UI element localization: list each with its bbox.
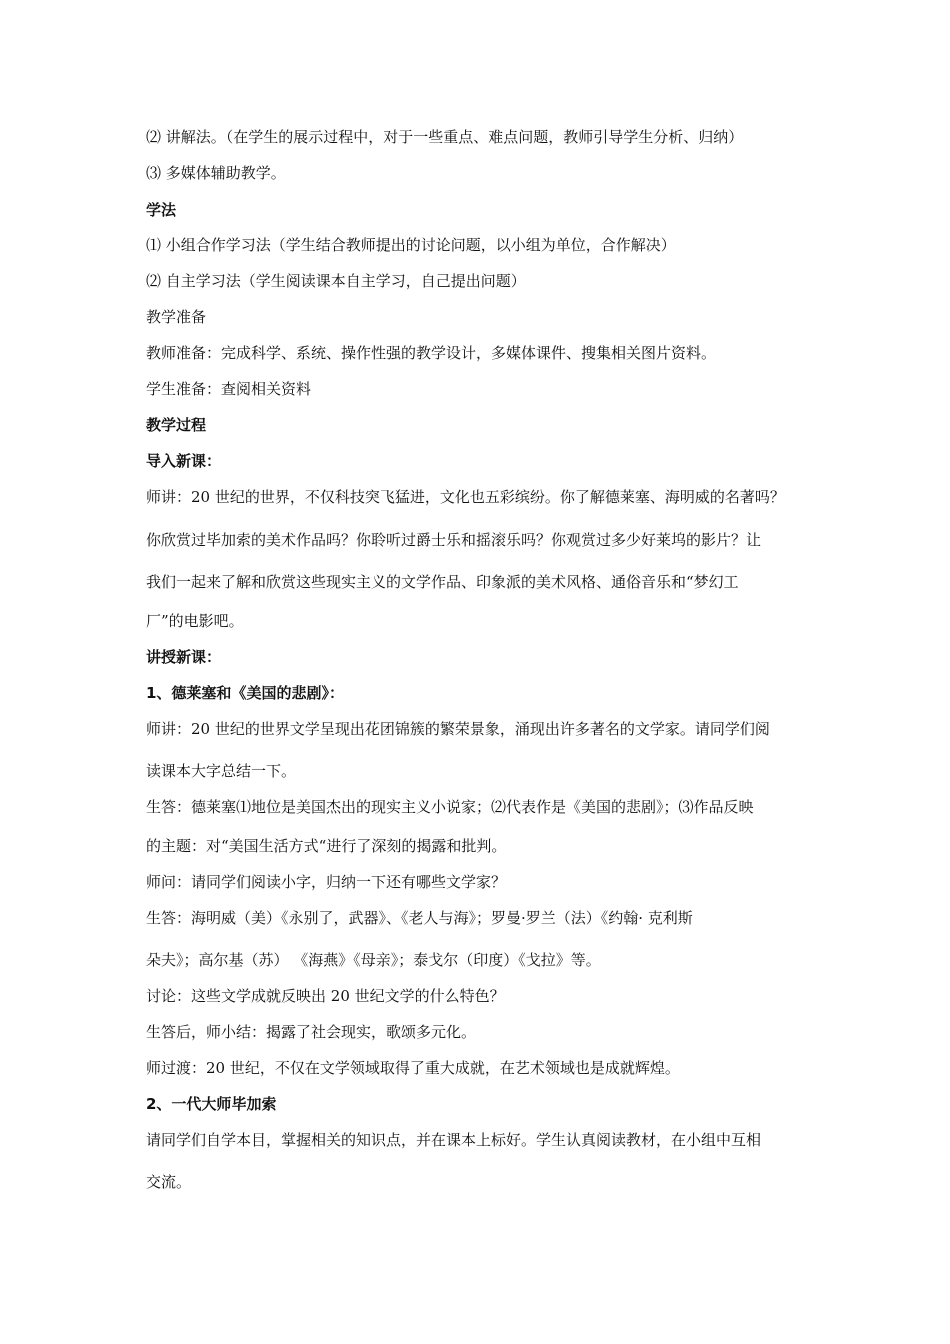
heading-section-2: 2、一代大师毕加索 xyxy=(146,1095,277,1113)
answer-writers-line-1: 生答：海明威（美）《永别了，武器》、《老人与海》；罗曼·罗兰（法）《约翰· 克利斯 xyxy=(146,909,693,927)
heading-new-lesson: 讲授新课： xyxy=(146,648,222,666)
transition-line: 师过渡：20 世纪，不仅在文学领域取得了重大成就，在艺术领域也是成就辉煌。 xyxy=(146,1059,680,1077)
study-method-group-line: ⑴ 小组合作学习法（学生结合教师提出的讨论问题，以小组为单位，合作解决） xyxy=(146,236,676,254)
intro-paragraph-line-3: 我们一起来了解和欣赏这些现实主义的文学作品、印象派的美术风格、通俗音乐和“梦幻工 xyxy=(146,573,739,591)
answer-dreiser-line-2: 的主题：对“美国生活方式“进行了深刻的揭露和批判。 xyxy=(146,837,507,855)
teacher-preparation-line: 教师准备：完成科学、系统、操作性强的教学设计，多媒体课件、搜集相关图片资料。 xyxy=(146,344,717,362)
intro-paragraph-line-1: 师讲：20 世纪的世界，不仅科技突飞猛进，文化也五彩缤纷。你了解德莱塞、海明威的名著吗？ xyxy=(146,488,785,506)
heading-introduction: 导入新课： xyxy=(146,452,222,470)
discussion-line: 讨论：这些文学成就反映出 20 世纪文学的什么特色？ xyxy=(146,987,505,1005)
answer-dreiser-line-1: 生答：德莱塞⑴地位是美国杰出的现实主义小说家；⑵代表作是《美国的悲剧》；⑶作品反映 xyxy=(146,798,754,816)
intro-paragraph-line-2: 你欣赏过毕加索的美术作品吗？你聆听过爵士乐和摇滚乐吗？你观赏过多少好莱坞的影片？让 xyxy=(146,531,762,549)
teacher-question-line: 师问：请同学们阅读小字，归纳一下还有哪些文学家？ xyxy=(146,873,507,891)
section2-paragraph-line-1: 请同学们自学本目，掌握相关的知识点，并在课本上标好。学生认真阅读教材，在小组中互相 xyxy=(146,1131,762,1149)
method-lecture-line: ⑵ 讲解法。（在学生的展示过程中，对于一些重点、难点问题，教师引导学生分析、归纳） xyxy=(146,128,744,146)
summary-line: 生答后，师小结：揭露了社会现实，歌颂多元化。 xyxy=(146,1023,477,1041)
section1-paragraph-line-2: 读课本大字总结一下。 xyxy=(146,762,297,780)
heading-section-1: 1、德莱塞和《美国的悲剧》： xyxy=(146,684,344,702)
method-multimedia-line: ⑶ 多媒体辅助教学。 xyxy=(146,164,286,182)
study-method-self-line: ⑵ 自主学习法（学生阅读课本自主学习，自己提出问题） xyxy=(146,272,526,290)
heading-teaching-process: 教学过程 xyxy=(146,416,207,434)
section2-paragraph-line-2: 交流。 xyxy=(146,1173,192,1191)
answer-writers-line-2: 朵夫》；高尔基（苏） 《海燕》《母亲》；泰戈尔（印度）《戈拉》等。 xyxy=(146,951,601,969)
heading-study-method: 学法 xyxy=(146,201,177,219)
student-preparation-line: 学生准备：查阅相关资料 xyxy=(146,380,312,398)
heading-preparation: 教学准备 xyxy=(146,308,207,326)
intro-paragraph-line-4: 厂”的电影吧。 xyxy=(146,612,244,630)
section1-paragraph-line-1: 师讲：20 世纪的世界文学呈现出花团锦簇的繁荣景象，涌现出许多著名的文学家。请同学们阅 xyxy=(146,720,770,738)
